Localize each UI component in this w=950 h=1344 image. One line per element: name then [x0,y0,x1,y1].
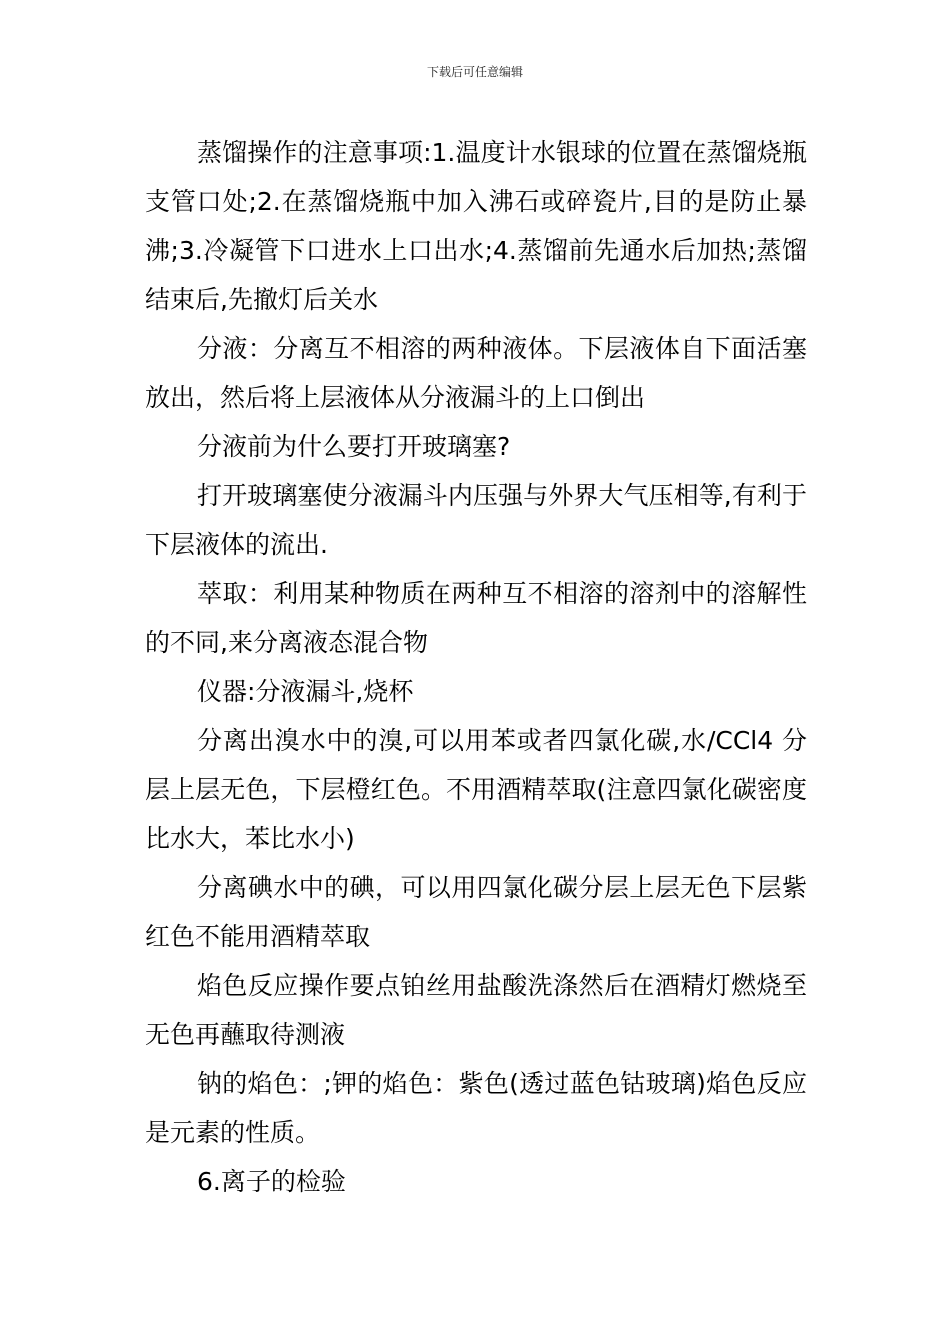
paragraph-instruments: 仪器:分液漏斗,烧杯 [197,677,414,706]
paragraph-bromine-extraction: 分离出溴水中的溴,可以用苯或者四氯化碳,水/CCl4 分层上层无色，下层橙红色。不用酒精萃取(注意四氯化碳密度比水大，苯比水小) [145,726,807,853]
paragraph-separation-funnel: 分液：分离互不相溶的两种液体。下层液体自下面活塞放出，然后将上层液体从分液漏斗的上口倒出 [145,334,807,412]
paragraph-answer-stopper: 打开玻璃塞使分液漏斗内压强与外界大气压相等,有利于下层液体的流出. [145,481,807,559]
paragraph-flame-test-procedure: 焰色反应操作要点铂丝用盐酸洗涤然后在酒精灯燃烧至无色再蘸取待测液 [145,971,807,1049]
paragraph-question-stopper: 分液前为什么要打开玻璃塞? [197,432,511,461]
page-header: 下载后可任意编辑 [426,65,523,79]
paragraph-iodine-extraction: 分离碘水中的碘，可以用四氯化碳分层上层无色下层紫红色不能用酒精萃取 [145,873,807,951]
paragraph-distillation-notes: 蒸馏操作的注意事项:1.温度计水银球的位置在蒸馏烧瓶支管口处;2.在蒸馏烧瓶中加入沸石或碎瓷片,目的是防止暴沸;3.冷凝管下口进水上口出水;4.蒸馏前先通水后加热;蒸馏结束后,先撤灯后关水 [145,138,807,314]
document-body [145,128,807,1206]
paragraph-extraction: 萃取：利用某种物质在两种互不相溶的溶剂中的溶解性的不同,来分离液态混合物 [145,579,807,657]
section-heading-ion-tests: 6.离子的检验 [197,1167,346,1196]
paragraph-flame-colors: 钠的焰色：;钾的焰色：紫色(透过蓝色钴玻璃)焰色反应是元素的性质。 [145,1069,807,1147]
